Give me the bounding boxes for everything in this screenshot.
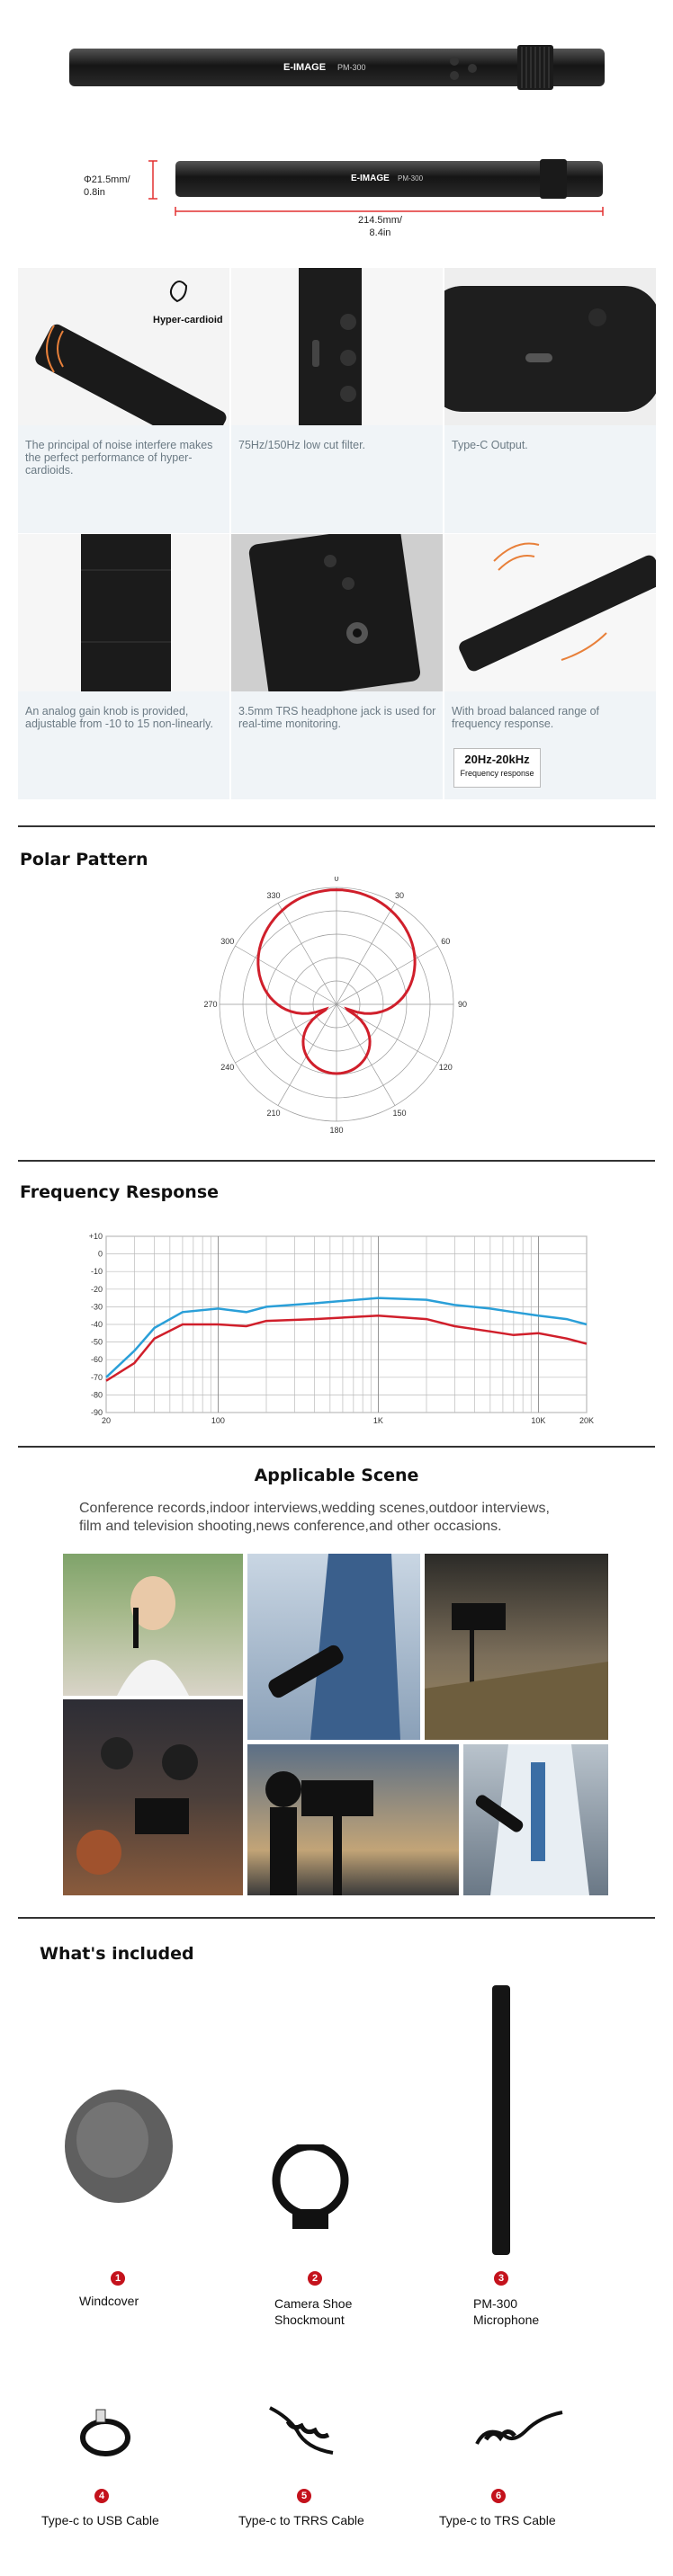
included-label-trrs: Type-c to TRRS Cable <box>238 2513 364 2527</box>
feature-text-hypercardioid: The principal of noise interfere makes the perfect performance of hyper-cardioids. <box>25 439 213 477</box>
divider-polar <box>18 825 655 827</box>
length-label: 214.5mm/ 8.4in <box>358 215 402 238</box>
included-badge-1: 1 <box>111 2271 125 2286</box>
frequency-badge-main: 20Hz-20kHz <box>464 753 530 766</box>
feature-image-headphone <box>231 534 443 691</box>
polar-angle-label: 270 <box>203 1000 218 1009</box>
polar-angle-label: 300 <box>220 937 235 946</box>
trrs-cable-image <box>261 2399 342 2462</box>
mic-product-top <box>67 43 612 93</box>
brand-label-2: E-IMAGE <box>351 174 390 183</box>
shockmount-image <box>270 2144 351 2230</box>
mic-product-dimensions <box>81 157 621 229</box>
freq-y-tick: 0 <box>97 1249 103 1259</box>
freq-x-tick: 20 <box>101 1416 112 1425</box>
polar-angle-label: 210 <box>266 1109 281 1119</box>
polar-angle-label: 60 <box>441 937 451 946</box>
polar-angle-label: 90 <box>457 1000 468 1009</box>
polar-angle-label: 0 <box>334 877 339 883</box>
divider-scene <box>18 1446 655 1448</box>
polar-angle-label: 150 <box>392 1109 407 1119</box>
included-label-shockmount: Camera Shoe Shockmount <box>274 2296 353 2327</box>
divider-frequency <box>18 1160 655 1162</box>
scene-photo-press-suit <box>247 1554 420 1740</box>
freq-y-tick: -60 <box>90 1355 103 1365</box>
frequency-badge-sub: Frequency response <box>460 769 534 778</box>
scene-title: Applicable Scene <box>254 1466 419 1485</box>
scene-photo-interview-woman <box>63 1554 243 1696</box>
included-label-windcover: Windcover <box>79 2294 139 2308</box>
polar-angle-label: 180 <box>329 1126 344 1135</box>
freq-x-tick: 1K <box>372 1416 383 1425</box>
freq-y-tick: -50 <box>90 1337 103 1347</box>
feature-image-gain <box>18 534 229 691</box>
hyper-cardioid-overlay: Hyper-cardioid <box>153 315 223 325</box>
freq-y-tick: -90 <box>90 1408 103 1417</box>
feature-image-frequency <box>444 534 656 691</box>
polar-spoke <box>336 903 395 1004</box>
feature-card-frequency <box>444 534 656 799</box>
feature-card-typec <box>444 268 656 533</box>
included-title: What's included <box>40 1944 194 1964</box>
freq-y-tick: -20 <box>90 1284 103 1294</box>
freq-series-line <box>106 1315 587 1381</box>
feature-image-hypercardioid <box>18 268 229 425</box>
usb-cable-image <box>76 2405 135 2464</box>
windcover-image <box>58 2086 180 2207</box>
scene-photo-cameraman-silhouette <box>247 1744 459 1895</box>
feature-card-headphone <box>231 534 443 799</box>
feature-card-hypercardioid <box>18 268 229 533</box>
scene-description: Conference records,indoor interviews,wedding scenes,outdoor interviews, film and television shooting,news conference,and other occasions. <box>79 1501 550 1534</box>
feature-card-lowcut <box>231 268 443 533</box>
polar-title: Polar Pattern <box>20 850 148 869</box>
included-badge-5: 5 <box>297 2489 311 2503</box>
included-badge-2: 2 <box>308 2271 322 2286</box>
included-badge-4: 4 <box>94 2489 109 2503</box>
divider-included <box>18 1917 655 1919</box>
feature-image-typec <box>444 268 656 425</box>
diameter-label: Φ21.5mm/ 0.8in <box>84 174 130 198</box>
freq-y-tick: -80 <box>90 1390 103 1400</box>
freq-x-tick: 20K <box>579 1416 595 1425</box>
freq-y-tick: -40 <box>90 1320 103 1329</box>
polar-angle-label: 330 <box>266 890 281 900</box>
model-label-2: PM-300 <box>398 174 424 183</box>
polar-spoke <box>235 946 336 1004</box>
freq-x-tick: 10K <box>531 1416 546 1425</box>
scene-photo-microphones-tie <box>463 1744 608 1895</box>
included-badge-6: 6 <box>491 2489 506 2503</box>
polar-spoke <box>336 946 438 1004</box>
polar-angle-label: 30 <box>394 890 405 900</box>
feature-image-lowcut <box>231 268 443 425</box>
polar-chart <box>0 877 673 1146</box>
feature-text-headphone: 3.5mm TRS headphone jack is used for real-time monitoring. <box>238 705 436 730</box>
feature-text-lowcut: 75Hz/150Hz low cut filter. <box>238 439 366 451</box>
included-label-trs: Type-c to TRS Cable <box>439 2513 556 2527</box>
included-badge-3: 3 <box>494 2271 508 2286</box>
polar-angle-label: 240 <box>220 1063 235 1072</box>
frequency-chart <box>0 1218 673 1430</box>
frequency-title: Frequency Response <box>20 1182 220 1202</box>
frequency-badge <box>453 748 541 788</box>
feature-text-frequency: With broad balanced range of frequency response. <box>452 705 599 730</box>
brand-label: E-IMAGE <box>283 62 327 73</box>
included-label-usb: Type-c to USB Cable <box>41 2513 159 2527</box>
freq-y-tick: +10 <box>88 1232 103 1241</box>
freq-x-tick: 100 <box>211 1416 225 1425</box>
feature-text-typec: Type-C Output. <box>452 439 528 451</box>
model-label: PM-300 <box>337 63 366 72</box>
polar-spoke <box>278 903 336 1004</box>
freq-y-tick: -10 <box>90 1267 103 1277</box>
microphone-image <box>490 1985 512 2255</box>
dimension-graphic <box>81 157 621 229</box>
polar-angle-label: 120 <box>438 1063 453 1072</box>
feature-card-gain <box>18 534 229 799</box>
freq-y-tick: -30 <box>90 1302 103 1312</box>
freq-y-tick: -70 <box>90 1372 103 1382</box>
feature-text-gain: An analog gain knob is provided, adjustable from -10 to 15 non-linearly. <box>25 705 213 730</box>
scene-photo-press-crowd <box>63 1699 243 1895</box>
included-label-microphone: PM-300 Microphone <box>473 2296 540 2327</box>
trs-cable-image <box>468 2399 571 2462</box>
freq-series-line <box>106 1298 587 1377</box>
scene-photo-camera-sunset <box>425 1554 608 1740</box>
